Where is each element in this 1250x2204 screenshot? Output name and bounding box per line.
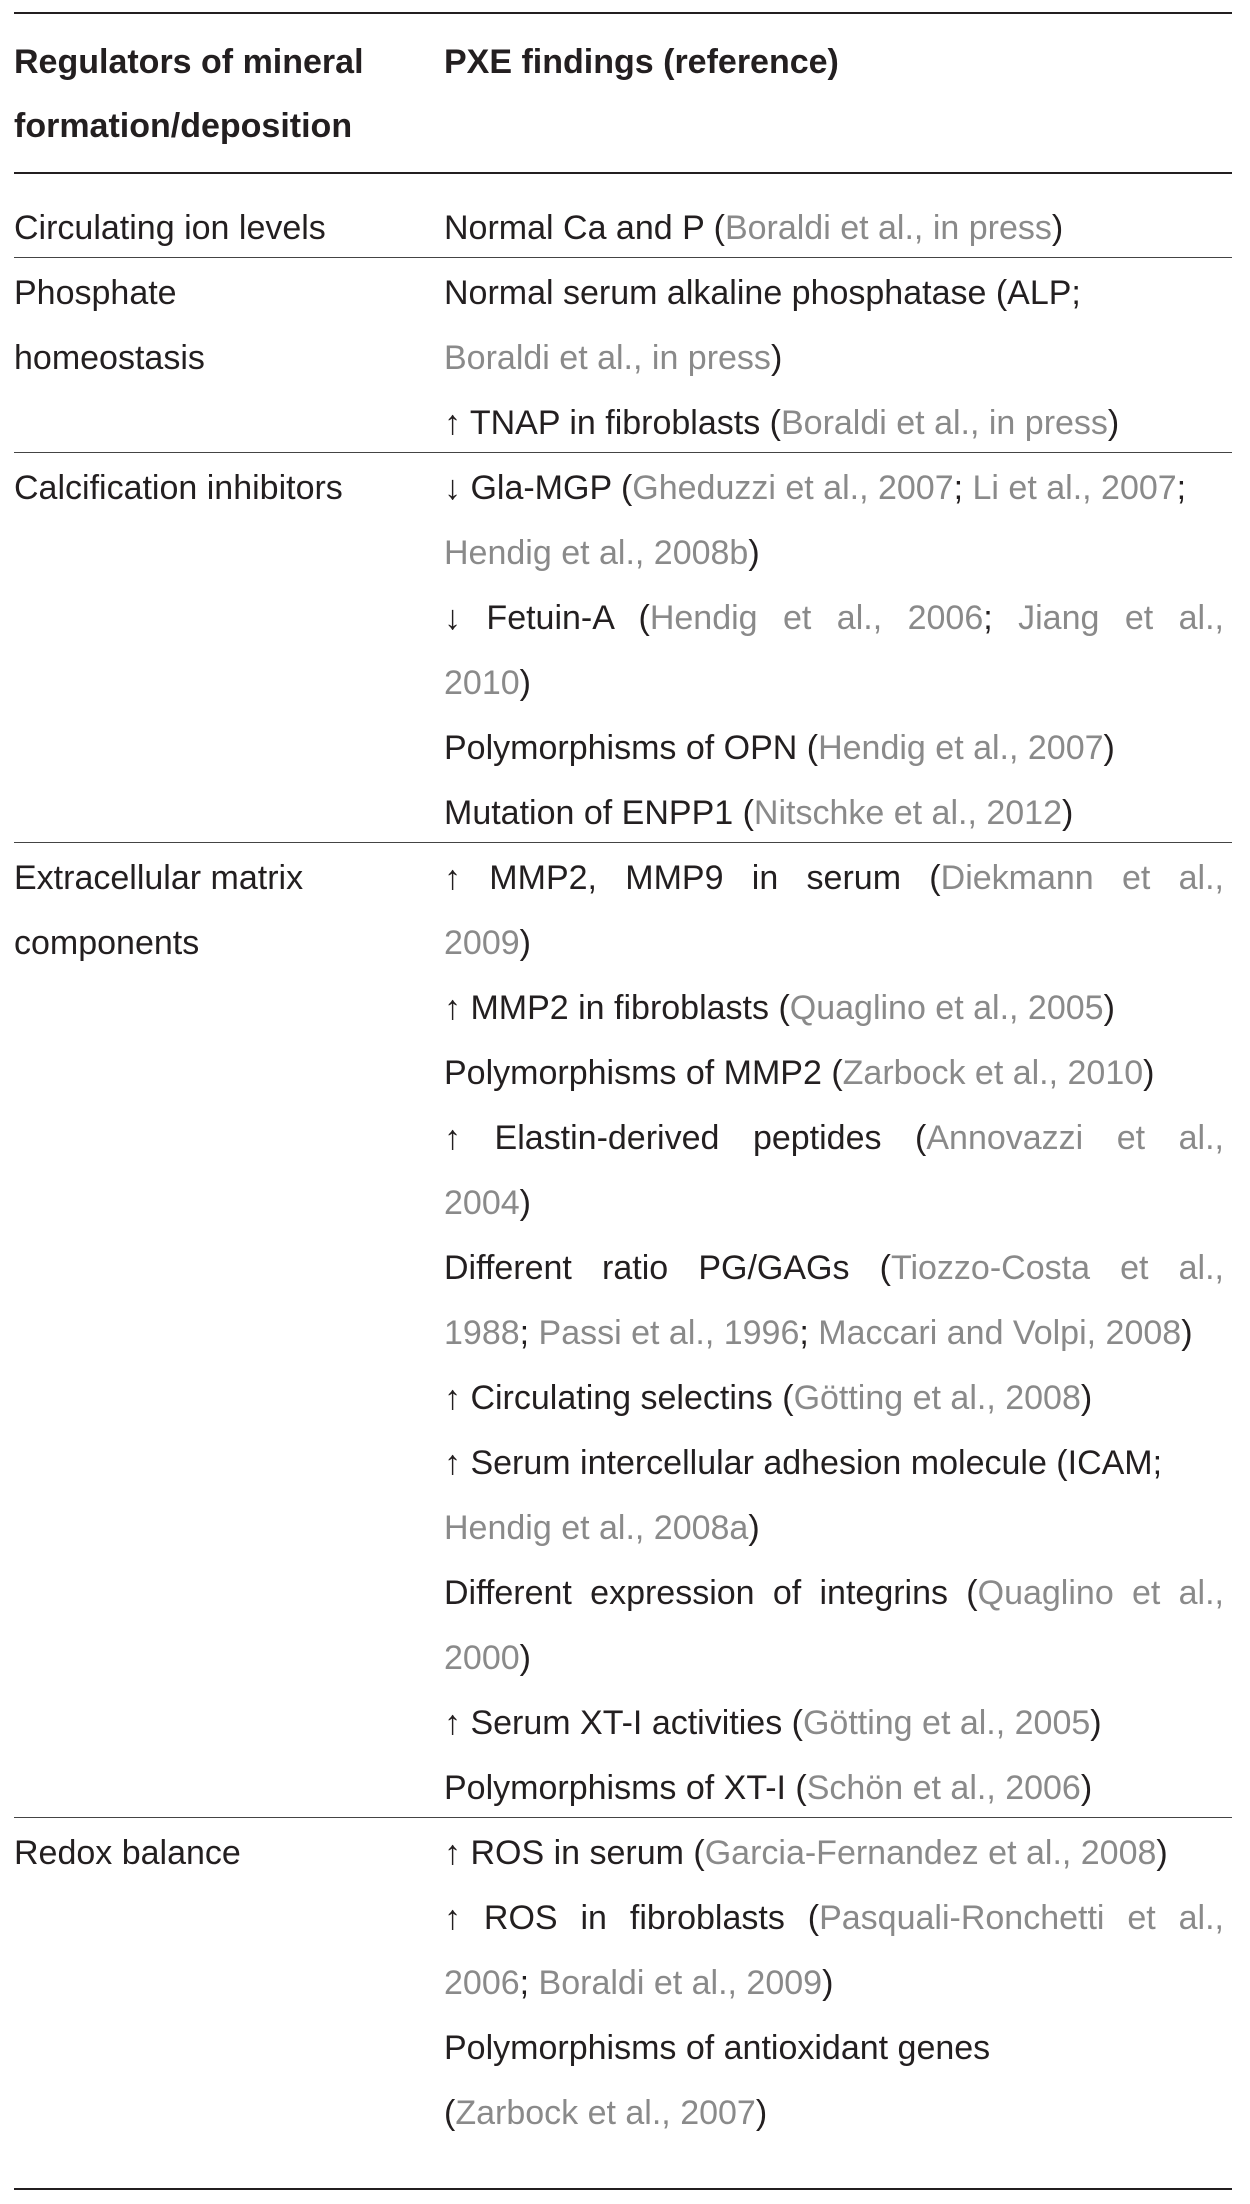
- finding-text: Polymorphisms of XT-I (: [444, 1769, 807, 1807]
- finding-line: [444, 846, 1224, 911]
- finding-text: Polymorphisms of OPN (: [444, 729, 819, 767]
- finding-text: ↑ ROS in serum (: [444, 1834, 705, 1872]
- finding-text: ): [1080, 1769, 1093, 1807]
- finding-line: [444, 2081, 1224, 2146]
- reference-citation: 2000: [444, 1639, 520, 1677]
- finding-text: ↑ Serum intercellular adhesion molecule (ICAM;: [444, 1444, 1163, 1482]
- reference-citation: Zarbock et al., 2007: [455, 2094, 756, 2132]
- reference-citation: 2009: [444, 924, 520, 962]
- header-pxe-findings-text: PXE findings (reference): [444, 43, 839, 81]
- finding-text: ): [1090, 1704, 1102, 1742]
- category-text: Extracellular matrix: [14, 859, 304, 897]
- finding-text: ↓ Fetuin-A (: [444, 599, 650, 637]
- header-regulators-line-2: formation/deposition: [14, 107, 353, 145]
- finding-text: ): [748, 534, 760, 572]
- finding-text: ;: [953, 469, 973, 507]
- reference-citation: Götting et al., 2008: [793, 1379, 1081, 1417]
- reference-citation: 2004: [444, 1184, 520, 1222]
- finding-line: [444, 781, 1224, 846]
- header-pxe-findings: [444, 30, 1224, 94]
- top-rule: [14, 12, 1232, 14]
- finding-line: [444, 976, 1224, 1041]
- finding-text: ;: [519, 1964, 539, 2002]
- reference-citation: Quaglino et al., 2005: [789, 989, 1104, 1027]
- finding-line: [444, 1561, 1224, 1626]
- finding-text: ): [1181, 1314, 1193, 1352]
- finding-text: Different ratio PG/GAGs (: [444, 1249, 891, 1287]
- finding-text: ): [519, 1639, 531, 1677]
- reference-citation: 2010: [444, 664, 520, 702]
- category-text: homeostasis: [14, 339, 205, 377]
- reference-citation: Hendig et al., 2007: [818, 729, 1104, 767]
- category-text: Phosphate: [14, 274, 177, 312]
- reference-citation: Gheduzzi et al., 2007: [632, 469, 954, 507]
- reference-citation: Schön et al., 2006: [806, 1769, 1081, 1807]
- category-text: Redox balance: [14, 1834, 241, 1872]
- finding-text: ↑ Serum XT-I activities (: [444, 1704, 803, 1742]
- finding-text: ↑ MMP2 in fibroblasts (: [444, 989, 790, 1027]
- finding-line: [444, 391, 1224, 456]
- category-cell: [14, 261, 429, 391]
- finding-text: ): [1061, 794, 1074, 832]
- reference-citation: Jiang et al.,: [1018, 599, 1224, 637]
- finding-text: ): [1080, 1379, 1093, 1417]
- finding-line: [444, 521, 1224, 586]
- row-divider: [14, 842, 1232, 843]
- reference-citation: Annovazzi et al.,: [926, 1119, 1224, 1157]
- finding-line: [444, 1236, 1224, 1301]
- finding-text: ): [1107, 404, 1120, 442]
- finding-text: Polymorphisms of MMP2 (: [444, 1054, 843, 1092]
- finding-line: [444, 2016, 1224, 2081]
- header-regulators: [14, 30, 429, 158]
- finding-line: [444, 651, 1224, 716]
- finding-line: [444, 1821, 1224, 1886]
- finding-line: [444, 456, 1224, 521]
- finding-text: ↓ Gla-MGP (: [444, 469, 633, 507]
- findings-cell: [444, 261, 1224, 456]
- finding-line: [444, 1886, 1224, 1951]
- row-divider: [14, 1817, 1232, 1818]
- finding-text: ): [519, 664, 531, 702]
- reference-citation: Quaglino et al.,: [977, 1574, 1224, 1612]
- reference-citation: Hendig et al., 2008a: [444, 1509, 749, 1547]
- finding-line: [444, 1106, 1224, 1171]
- reference-citation: Boraldi et al., in press: [444, 339, 771, 377]
- finding-text: ): [822, 1964, 834, 2002]
- reference-citation: Hendig et al., 2006: [649, 599, 984, 637]
- finding-text: ;: [799, 1314, 819, 1352]
- finding-text: ): [1103, 729, 1115, 767]
- reference-citation: Diekmann et al.,: [940, 859, 1225, 897]
- reference-citation: 1988: [444, 1314, 520, 1352]
- finding-text: ): [519, 924, 531, 962]
- finding-line: [444, 261, 1224, 326]
- category-cell: [14, 846, 429, 976]
- reference-citation: 2006: [444, 1964, 520, 2002]
- reference-citation: Zarbock et al., 2010: [842, 1054, 1144, 1092]
- finding-line: [444, 911, 1224, 976]
- reference-citation: Hendig et al., 2008b: [444, 534, 749, 572]
- findings-cell: [444, 196, 1224, 261]
- reference-citation: Tiozzo-Costa et al.,: [890, 1249, 1224, 1287]
- finding-text: (: [444, 2094, 456, 2132]
- finding-text: ): [1051, 209, 1064, 247]
- finding-text: ↑ Elastin-derived peptides (: [444, 1119, 927, 1157]
- finding-line: [444, 1301, 1224, 1366]
- finding-line: [444, 326, 1224, 391]
- finding-text: ;: [1176, 469, 1187, 507]
- header-rule: [14, 172, 1232, 174]
- reference-citation: Nitschke et al., 2012: [753, 794, 1062, 832]
- reference-citation: Boraldi et al., in press: [780, 404, 1108, 442]
- findings-cell: [444, 456, 1224, 846]
- reference-citation: Pasquali-Ronchetti et al.,: [819, 1899, 1224, 1937]
- finding-line: [444, 1626, 1224, 1691]
- finding-text: Different expression of integrins (: [444, 1574, 978, 1612]
- finding-line: [444, 586, 1224, 651]
- finding-text: ↑ MMP2, MMP9 in serum (: [444, 859, 941, 897]
- finding-line: [444, 716, 1224, 781]
- finding-text: Normal Ca and P (: [444, 209, 725, 247]
- bottom-rule: [14, 2188, 1232, 2190]
- reference-citation: Götting et al., 2005: [802, 1704, 1091, 1742]
- finding-text: ↑ TNAP in fibroblasts (: [444, 404, 781, 442]
- reference-citation: Boraldi et al., 2009: [538, 1964, 823, 2002]
- finding-text: ): [755, 2094, 768, 2132]
- category-cell: [14, 1821, 429, 1886]
- reference-citation: Passi et al., 1996: [538, 1314, 800, 1352]
- finding-text: ↑ Circulating selectins (: [444, 1379, 794, 1417]
- finding-text: ↑ ROS in fibroblasts (: [444, 1899, 820, 1937]
- finding-text: ;: [519, 1314, 539, 1352]
- finding-line: [444, 1171, 1224, 1236]
- header-regulators-line-1: Regulators of mineral: [14, 43, 364, 81]
- finding-text: ): [1103, 989, 1115, 1027]
- finding-text: ;: [983, 599, 1019, 637]
- reference-citation: Garcia-Fernandez et al., 2008: [704, 1834, 1157, 1872]
- findings-cell: [444, 846, 1224, 1821]
- finding-text: ): [519, 1184, 531, 1222]
- finding-text: ): [748, 1509, 760, 1547]
- reference-citation: Maccari and Volpi, 2008: [818, 1314, 1182, 1352]
- finding-line: [444, 1951, 1224, 2016]
- category-cell: [14, 456, 429, 521]
- finding-text: Mutation of ENPP1 (: [444, 794, 754, 832]
- category-text: Calcification inhibitors: [14, 469, 343, 507]
- finding-line: [444, 1366, 1224, 1431]
- finding-line: [444, 1691, 1224, 1756]
- finding-line: [444, 1756, 1224, 1821]
- finding-line: [444, 1041, 1224, 1106]
- finding-text: ): [1143, 1054, 1155, 1092]
- finding-line: [444, 196, 1224, 261]
- finding-line: [444, 1496, 1224, 1561]
- category-text: Circulating ion levels: [14, 209, 326, 247]
- finding-text: Polymorphisms of antioxidant genes: [444, 2029, 991, 2067]
- finding-line: [444, 1431, 1224, 1496]
- row-divider: [14, 452, 1232, 453]
- reference-citation: Boraldi et al., in press: [724, 209, 1052, 247]
- finding-text: ): [770, 339, 783, 377]
- row-divider: [14, 257, 1232, 258]
- reference-citation: Li et al., 2007: [972, 469, 1177, 507]
- finding-text: ): [1156, 1834, 1168, 1872]
- finding-text: Normal serum alkaline phosphatase (ALP;: [444, 274, 1081, 312]
- findings-cell: [444, 1821, 1224, 2146]
- category-cell: [14, 196, 429, 261]
- category-text: components: [14, 924, 200, 962]
